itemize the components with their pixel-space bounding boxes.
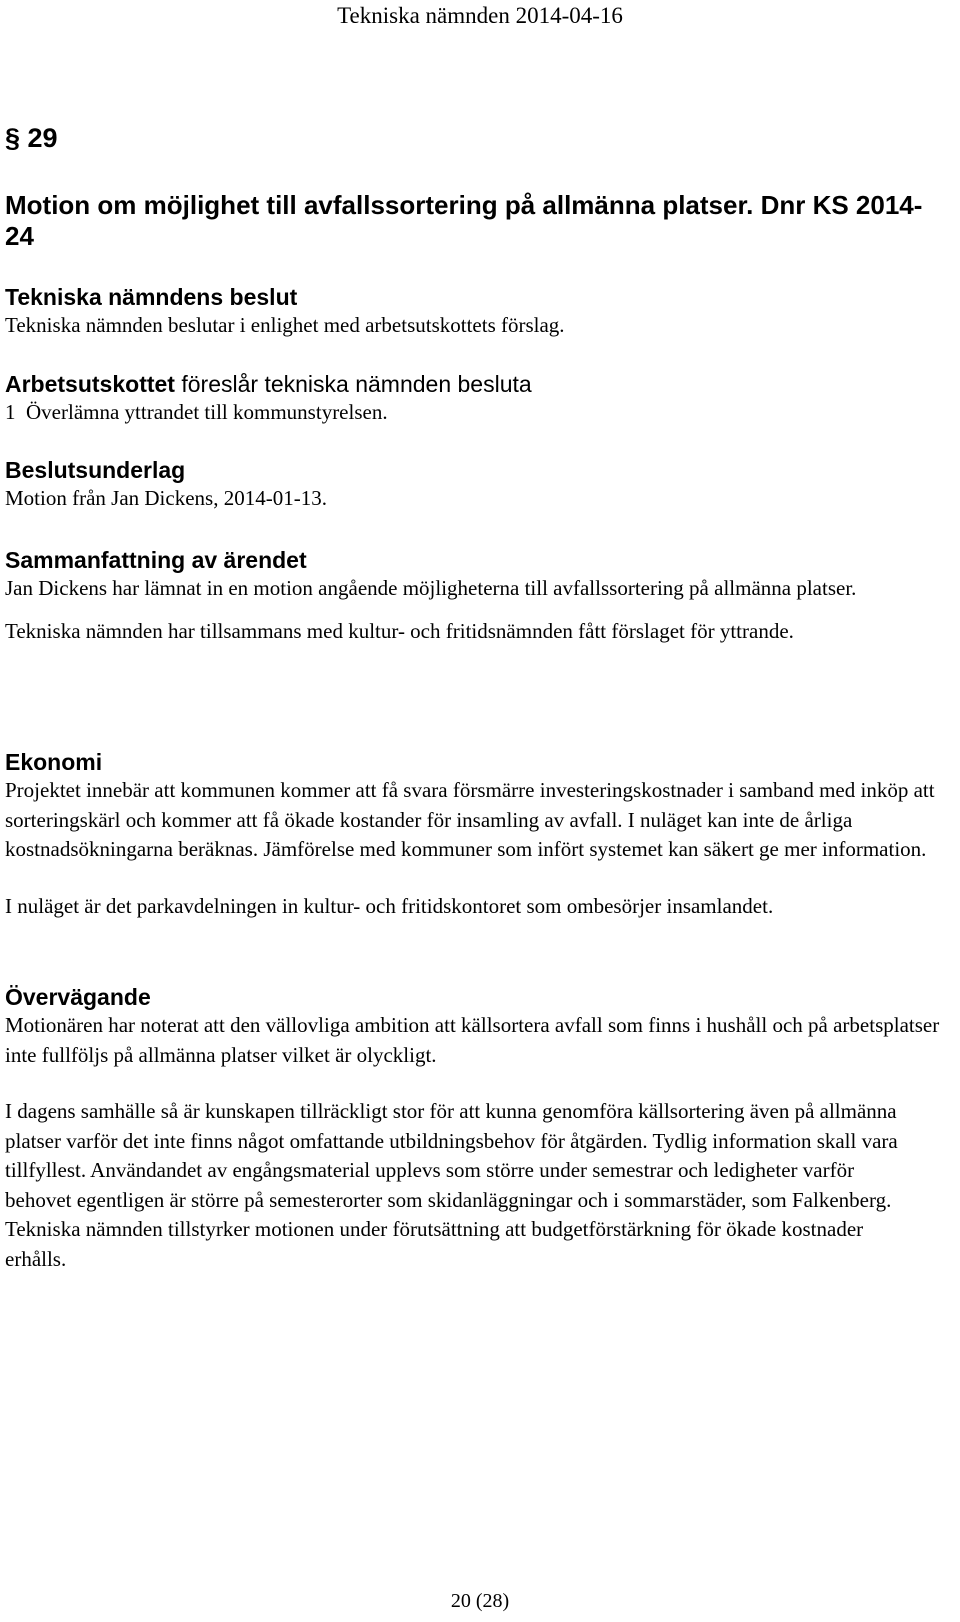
page-number: 20 (28): [450, 1590, 510, 1612]
consideration-text-2: I dagens samhälle så är kunskapen tillräckligt stor för att kunna genomföra källsortering även på allmänna platser varför det inte finns något omfattande utbildningsbehov för åtgärden. Tydlig information skall vara tillfyllest. Användandet av engångsmaterial upplevs som större under semestrar och ledigheter varför behovet egentligen är större på semesterorter som skidanläggningar och i sommarstäder, som Falkenberg. Tekniska nämnden tillstyrker motionen under förutsättning att budgetförstärkning för ökade kostnader erhålls.: [5, 1099, 898, 1271]
economy-text-1: Projektet innebär att kommunen kommer att få svara försmärre investeringskostnader i samband med inköp att sorteringskärl och kommer att få ökade kostander för insamling av avfall. I nuläget kan inte de årliga kostnadsökningarna beräknas. Jämförelse med kommuner som infört systemet kan säkert ge mer information.: [5, 778, 935, 861]
page-title: Motion om möjlighet till avfallssortering på allmänna platser. Dnr KS 2014-24: [5, 190, 923, 251]
paragraph-number: § 29: [5, 123, 58, 153]
consideration-heading: Övervägande: [5, 984, 151, 1010]
summary-text-1: Jan Dickens har lämnat in en motion angående möjligheterna till avfallssortering på allmänna platser.: [5, 576, 857, 600]
economy-section: [5, 748, 953, 921]
basis-heading: Beslutsunderlag: [5, 457, 186, 483]
summary-text-2: Tekniska nämnden har tillsammans med kultur- och fritidsnämnden fått förslaget för yttrande.: [5, 618, 794, 643]
proposal-heading-rest: föreslår tekniska nämnden besluta: [174, 371, 532, 397]
running-header: Tekniska nämnden 2014-04-16: [337, 3, 623, 28]
proposal-item: 1 Överlämna yttrandet till kommunstyrelsen.: [5, 400, 388, 424]
basis-text: Motion från Jan Dickens, 2014-01-13.: [5, 486, 327, 510]
decision-text: Tekniska nämnden beslutar i enlighet med arbetsutskottets förslag.: [5, 313, 565, 337]
proposal-section: [5, 370, 953, 428]
summary-section: [5, 546, 953, 646]
basis-section: [5, 456, 953, 514]
decision-section: [5, 283, 953, 341]
proposal-heading-bold: Arbetsutskottet: [5, 371, 175, 397]
decision-heading: Tekniska nämndens beslut: [5, 284, 298, 310]
consideration-section: [5, 983, 953, 1274]
summary-heading: Sammanfattning av ärendet: [5, 547, 307, 573]
economy-heading: Ekonomi: [5, 749, 103, 775]
economy-text-2: I nuläget är det parkavdelningen in kultur- och fritidskontoret som ombesörjer insamlandet.: [5, 893, 774, 918]
consideration-text-1: Motionären har noterat att den vällovliga ambition att källsortera avfall som finns i hushåll och på arbetsplatser inte fullföljs på allmänna platser vilket är olyckligt.: [5, 1013, 940, 1067]
proposal-heading: [5, 370, 953, 398]
